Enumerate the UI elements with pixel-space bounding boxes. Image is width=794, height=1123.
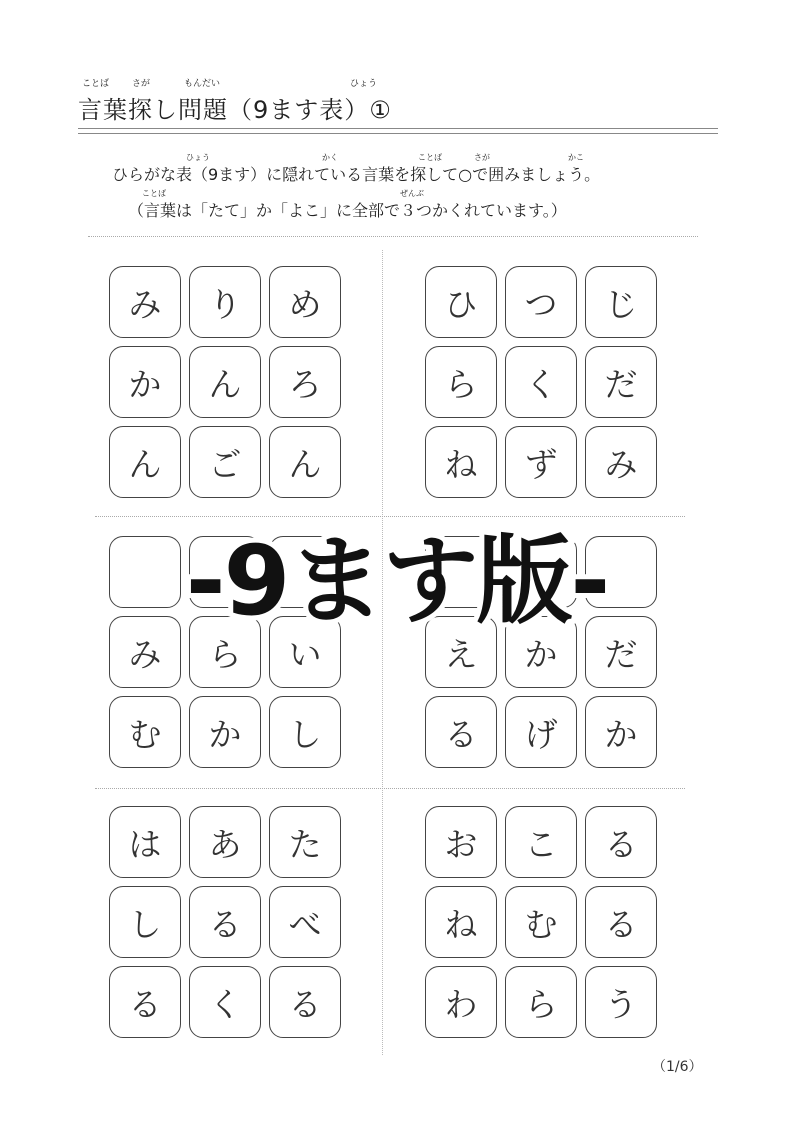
grid-cell[interactable]: る	[109, 966, 181, 1038]
grid-cell[interactable]: う	[585, 966, 657, 1038]
row-divider-2	[95, 788, 685, 789]
grid-cell[interactable]: ね	[425, 426, 497, 498]
grid-cell[interactable]: る	[189, 886, 261, 958]
instruction-line-2: （言葉は「たて」か「よこ」に全部で３つかくれています。）	[128, 201, 567, 220]
instr-ruby-kotoba-2: ことば	[142, 189, 166, 198]
grid-cell[interactable]	[109, 536, 181, 608]
instr-ruby-hyou: ひょう	[186, 153, 210, 162]
grid-cell[interactable]: べ	[269, 886, 341, 958]
grid-cell[interactable]	[269, 536, 341, 608]
grid-cell[interactable]: か	[109, 346, 181, 418]
instr-ruby-kako: かこ	[568, 153, 584, 162]
grid-cell[interactable]: え	[425, 616, 497, 688]
grid-cell[interactable]: く	[189, 966, 261, 1038]
grid-cell[interactable]: む	[505, 886, 577, 958]
grid-cell[interactable]: む	[109, 696, 181, 768]
grid-cell[interactable]: る	[585, 886, 657, 958]
grid-cell[interactable]: み	[109, 266, 181, 338]
grid-cell[interactable]: し	[109, 886, 181, 958]
grid-cell[interactable]: る	[269, 966, 341, 1038]
grid-cell[interactable]: み	[585, 426, 657, 498]
grid-cell[interactable]: ら	[505, 966, 577, 1038]
title-rule-top	[78, 128, 718, 129]
grid-cell[interactable]: り	[189, 266, 261, 338]
grid-cell[interactable]: だ	[585, 346, 657, 418]
grid-cell[interactable]: こ	[505, 806, 577, 878]
grid-cell[interactable]: ん	[189, 346, 261, 418]
grid-cell[interactable]: じ	[585, 266, 657, 338]
grid-cell[interactable]	[505, 536, 577, 608]
grid-cell[interactable]: る	[585, 806, 657, 878]
grid-cell[interactable]: み	[109, 616, 181, 688]
grid-cell[interactable]: げ	[505, 696, 577, 768]
title-rule-bottom	[78, 133, 718, 134]
title-ruby-4: ひょう	[350, 79, 378, 89]
title-ruby-1: ことば	[82, 79, 110, 89]
grid-cell[interactable]: ご	[189, 426, 261, 498]
instr-ruby-kotoba: ことば	[418, 153, 442, 162]
title-ruby-3: もんだい	[184, 79, 221, 89]
grid-cell[interactable]: い	[269, 616, 341, 688]
grid-cell[interactable]: ら	[425, 346, 497, 418]
grid-cell[interactable]: か	[585, 696, 657, 768]
row-divider-1	[95, 516, 685, 517]
grid-cell[interactable]: ず	[505, 426, 577, 498]
grid-cell[interactable]: か	[189, 696, 261, 768]
grid-cell[interactable]: る	[425, 696, 497, 768]
instr-ruby-kaku: かく	[322, 153, 338, 162]
grid-cell[interactable]: か	[505, 616, 577, 688]
grid-cell[interactable]: し	[269, 696, 341, 768]
instruction-line-1: ひらがな表（9ます）に隠れている言葉を探して○で囲みましょう。	[112, 165, 601, 184]
grid-cell[interactable]: く	[505, 346, 577, 418]
grid-cell[interactable]: ひ	[425, 266, 497, 338]
grid-cell[interactable]: わ	[425, 966, 497, 1038]
grid-cell[interactable]: ら	[189, 616, 261, 688]
page-number: （1/6）	[652, 1059, 703, 1075]
grid-cell[interactable]	[189, 536, 261, 608]
grid-cell[interactable]: あ	[189, 806, 261, 878]
grid-cell[interactable]: だ	[585, 616, 657, 688]
grid-cell[interactable]	[425, 536, 497, 608]
instr-ruby-zenbu: ぜんぶ	[400, 189, 424, 198]
grid-cell[interactable]: ね	[425, 886, 497, 958]
grid-cell[interactable]: ろ	[269, 346, 341, 418]
grid-cell[interactable]: た	[269, 806, 341, 878]
grid-cell[interactable]: お	[425, 806, 497, 878]
column-divider	[382, 250, 383, 1055]
title-ruby-2: さが	[132, 79, 151, 89]
instr-ruby-saga: さが	[474, 153, 490, 162]
nine-cell-version-banner: -9ます版-	[185, 524, 609, 637]
grid-cell[interactable]: ん	[109, 426, 181, 498]
grid-cell[interactable]: ん	[269, 426, 341, 498]
grid-cell[interactable]	[585, 536, 657, 608]
instruction-divider	[88, 236, 698, 237]
grid-cell[interactable]: は	[109, 806, 181, 878]
page-title: 言葉探し問題（9ます表）①	[78, 96, 392, 124]
grid-cell[interactable]: め	[269, 266, 341, 338]
grid-cell[interactable]: つ	[505, 266, 577, 338]
